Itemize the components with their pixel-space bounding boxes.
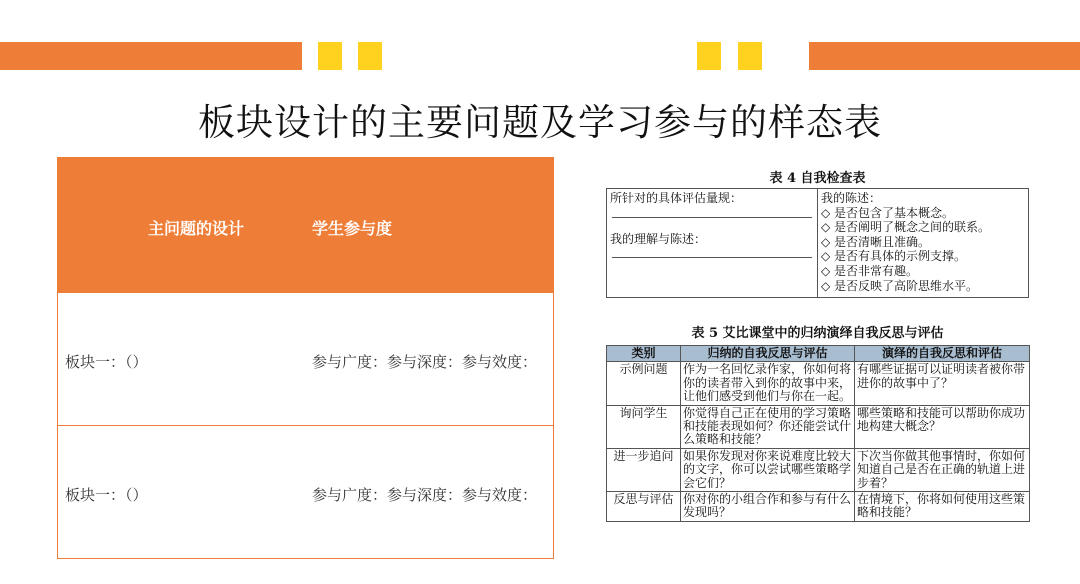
reflection-table bbox=[606, 345, 1030, 522]
header-square-4 bbox=[738, 42, 762, 70]
participation-label: 参与广度：参与深度：参与效度： bbox=[312, 353, 538, 371]
participation-label: 参与广度：参与深度：参与效度： bbox=[312, 486, 538, 504]
row-category: 进一步追问 bbox=[607, 448, 681, 491]
header-accent-bar-left bbox=[0, 42, 302, 70]
header-square-3 bbox=[697, 42, 721, 70]
row-category: 反思与评估 bbox=[607, 492, 681, 522]
row-inductive: 作为一名回忆录作家，你如何将你的读者带入到你的故事中来，让他们感受到他们与你在一起。 bbox=[681, 362, 855, 405]
table-row bbox=[607, 405, 1030, 448]
block-design-table-header bbox=[58, 158, 553, 292]
row-inductive: 你对你的小组合作和参与有什么发现吗？ bbox=[681, 492, 855, 522]
table-row bbox=[607, 362, 1030, 405]
col-inductive: 归纳的自我反思与评估 bbox=[681, 346, 855, 362]
row-deductive: 哪些策略和技能可以帮助你成功地构建大概念？ bbox=[855, 405, 1030, 448]
self-check-right-cell bbox=[818, 189, 1028, 297]
row-deductive: 在情境下，你将如何使用这些策略和技能？ bbox=[855, 492, 1030, 522]
table5-caption: 表 5 艾比课堂中的归纳演绎自我反思与评估 bbox=[691, 326, 944, 341]
row-inductive: 你觉得自己正在使用的学习策略和技能表现如何？你还能尝试什么策略和技能？ bbox=[681, 405, 855, 448]
col-deductive: 演绎的自我反思和评估 bbox=[855, 346, 1030, 362]
col-category: 类别 bbox=[607, 346, 681, 362]
table4-caption: 表 4 自我检查表 bbox=[769, 171, 866, 186]
row-category: 示例问题 bbox=[607, 362, 681, 405]
checklist-item: ◇ 是否包含了基本概念。 bbox=[821, 205, 955, 220]
block-label: 板块一：（） bbox=[65, 353, 148, 371]
understanding-label: 我的理解与陈述： bbox=[610, 231, 707, 246]
rubric-label: 所针对的具体评估量规： bbox=[610, 191, 743, 205]
table-row bbox=[58, 425, 553, 558]
checklist-item: ◇ 是否反映了高阶思维水平。 bbox=[821, 278, 979, 293]
header-main-question: 主问题的设计 bbox=[148, 219, 245, 238]
table-row bbox=[607, 492, 1030, 522]
header-square-2 bbox=[358, 42, 382, 70]
block-design-table bbox=[57, 157, 554, 559]
table-row bbox=[607, 448, 1030, 491]
page-title: 板块设计的主要问题及学习参与的样态表 bbox=[198, 101, 882, 144]
header-square-1 bbox=[318, 42, 342, 70]
checklist-item: ◇ 是否有具体的示例支撑。 bbox=[821, 249, 967, 264]
header-participation: 学生参与度 bbox=[312, 219, 393, 238]
table-row bbox=[58, 292, 553, 425]
blank-line bbox=[612, 206, 812, 218]
self-check-left-cell bbox=[607, 189, 818, 297]
row-deductive: 下次当你做其他事情时，你如何知道自己是否在正确的轨道上进步着？ bbox=[855, 448, 1030, 491]
checklist-item: ◇ 是否阐明了概念之间的联系。 bbox=[821, 220, 991, 235]
blank-line bbox=[612, 246, 812, 258]
row-inductive: 如果你发现对你来说难度比较大的文字，你可以尝试哪些策略学会它们？ bbox=[681, 448, 855, 491]
checklist-item: ◇ 是否清晰且准确。 bbox=[821, 234, 931, 249]
reflection-table-header bbox=[607, 346, 1030, 362]
row-deductive: 有哪些证据可以证明读者被你带进你的故事中了？ bbox=[855, 362, 1030, 405]
block-label: 板块一：（） bbox=[65, 486, 148, 504]
checklist-item: ◇ 是否非常有趣。 bbox=[821, 263, 919, 278]
statement-label: 我的陈述： bbox=[821, 191, 882, 205]
header-accent-bar-right bbox=[809, 42, 1080, 70]
row-category: 询问学生 bbox=[607, 405, 681, 448]
self-check-table bbox=[606, 188, 1029, 298]
